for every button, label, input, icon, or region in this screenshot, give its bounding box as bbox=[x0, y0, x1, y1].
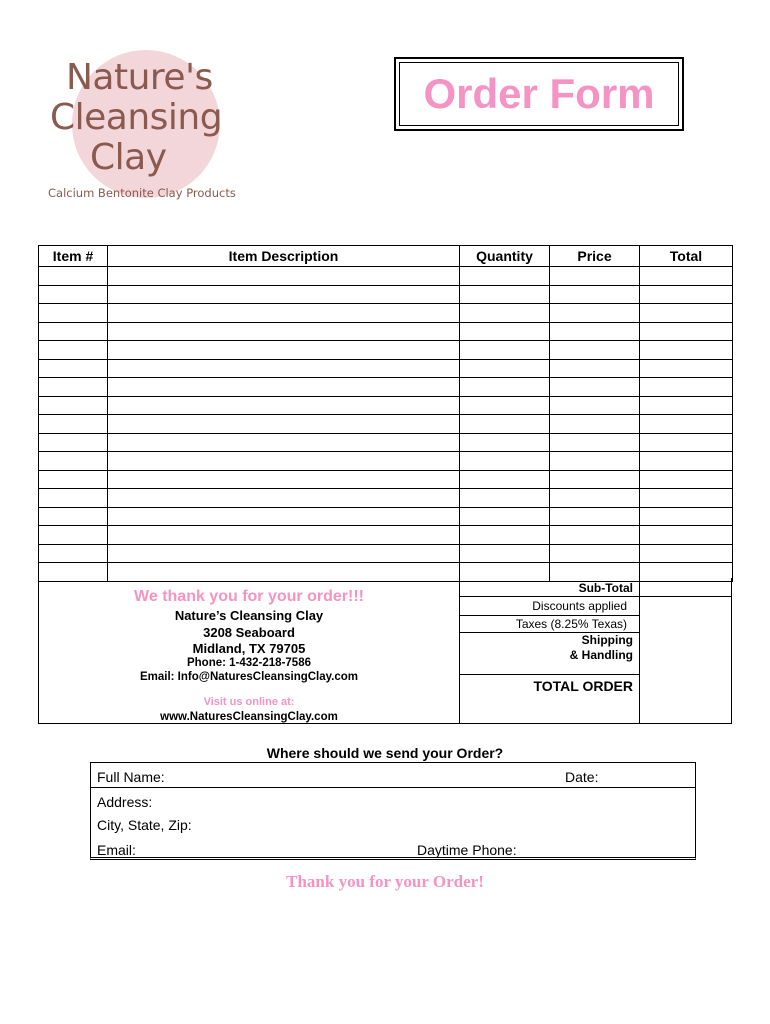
handling-label: & Handling bbox=[569, 648, 633, 662]
table-row bbox=[39, 322, 733, 341]
total-cell[interactable] bbox=[640, 396, 733, 415]
item-number-cell[interactable] bbox=[39, 526, 108, 545]
items-table bbox=[38, 245, 733, 582]
total-cell[interactable] bbox=[640, 267, 733, 286]
col-quantity: Quantity bbox=[460, 246, 550, 267]
shipping-form bbox=[90, 762, 696, 860]
table-header-row bbox=[39, 246, 733, 267]
shipping-label: Shipping bbox=[581, 633, 633, 647]
quantity-cell[interactable] bbox=[460, 304, 550, 323]
item-description-cell[interactable] bbox=[108, 433, 460, 452]
page-title: Order Form bbox=[423, 70, 655, 117]
table-row bbox=[39, 359, 733, 378]
price-cell[interactable] bbox=[550, 489, 640, 508]
company-phone: Phone: 1-432-218-7586 bbox=[186, 657, 311, 669]
item-number-cell[interactable] bbox=[39, 359, 108, 378]
quantity-cell[interactable] bbox=[460, 378, 550, 397]
logo-line-1: Nature's bbox=[66, 57, 213, 98]
company-name: Nature’s Cleansing Clay bbox=[174, 608, 324, 623]
item-number-cell[interactable] bbox=[39, 470, 108, 489]
quantity-cell[interactable] bbox=[460, 489, 550, 508]
item-description-cell[interactable] bbox=[108, 322, 460, 341]
item-description-cell[interactable] bbox=[108, 489, 460, 508]
company-street: 3208 Seaboard bbox=[203, 625, 295, 640]
col-item-number: Item # bbox=[39, 246, 108, 267]
item-number-cell[interactable] bbox=[39, 341, 108, 360]
company-city: Midland, TX 79705 bbox=[192, 641, 306, 656]
table-row bbox=[39, 470, 733, 489]
quantity-cell[interactable] bbox=[460, 526, 550, 545]
quantity-cell[interactable] bbox=[460, 285, 550, 304]
quantity-cell[interactable] bbox=[460, 396, 550, 415]
total-order-label: TOTAL ORDER bbox=[533, 678, 633, 694]
quantity-cell[interactable] bbox=[460, 507, 550, 526]
price-cell[interactable] bbox=[550, 304, 640, 323]
item-description-cell[interactable] bbox=[108, 526, 460, 545]
quantity-cell[interactable] bbox=[460, 322, 550, 341]
company-email: Email: Info@NaturesCleansingClay.com bbox=[139, 671, 359, 683]
logo-line-2: Cleansing bbox=[50, 97, 223, 138]
logo-line-3: Clay bbox=[90, 137, 167, 178]
price-cell[interactable] bbox=[550, 526, 640, 545]
total-cell[interactable] bbox=[640, 415, 733, 434]
quantity-cell[interactable] bbox=[460, 544, 550, 563]
total-cell[interactable] bbox=[640, 470, 733, 489]
table-row bbox=[39, 396, 733, 415]
total-cell[interactable] bbox=[640, 359, 733, 378]
total-cell[interactable] bbox=[640, 526, 733, 545]
item-description-cell[interactable] bbox=[108, 507, 460, 526]
item-number-cell[interactable] bbox=[39, 285, 108, 304]
item-number-cell[interactable] bbox=[39, 322, 108, 341]
price-cell[interactable] bbox=[550, 415, 640, 434]
visit-online-label: Visit us online at: bbox=[203, 696, 295, 708]
total-cell[interactable] bbox=[640, 544, 733, 563]
quantity-cell[interactable] bbox=[460, 359, 550, 378]
total-cell[interactable] bbox=[640, 489, 733, 508]
website-link[interactable]: www.NaturesCleansingClay.com bbox=[160, 711, 338, 723]
item-description-cell[interactable] bbox=[108, 359, 460, 378]
price-cell[interactable] bbox=[550, 544, 640, 563]
total-cell[interactable] bbox=[640, 507, 733, 526]
price-cell[interactable] bbox=[550, 452, 640, 471]
quantity-cell[interactable] bbox=[460, 452, 550, 471]
item-number-cell[interactable] bbox=[39, 267, 108, 286]
item-number-cell[interactable] bbox=[39, 489, 108, 508]
item-description-cell[interactable] bbox=[108, 415, 460, 434]
item-description-cell[interactable] bbox=[108, 285, 460, 304]
total-cell[interactable] bbox=[640, 433, 733, 452]
price-cell[interactable] bbox=[550, 322, 640, 341]
company-logo bbox=[42, 48, 242, 208]
item-number-cell[interactable] bbox=[39, 507, 108, 526]
item-number-cell[interactable] bbox=[39, 378, 108, 397]
price-cell[interactable] bbox=[550, 359, 640, 378]
item-number-cell[interactable] bbox=[39, 415, 108, 434]
item-number-cell[interactable] bbox=[39, 304, 108, 323]
total-cell[interactable] bbox=[640, 322, 733, 341]
price-cell[interactable] bbox=[550, 341, 640, 360]
price-cell[interactable] bbox=[550, 507, 640, 526]
item-description-cell[interactable] bbox=[108, 378, 460, 397]
email-field[interactable]: Email: bbox=[97, 842, 136, 858]
quantity-cell[interactable] bbox=[460, 267, 550, 286]
total-cell[interactable] bbox=[640, 304, 733, 323]
subtotal-label: Sub-Total bbox=[578, 581, 633, 595]
item-description-cell[interactable] bbox=[108, 544, 460, 563]
full-name-field[interactable]: Full Name: bbox=[97, 769, 165, 785]
col-price: Price bbox=[550, 246, 640, 267]
item-description-cell[interactable] bbox=[108, 341, 460, 360]
shipping-question: Where should we send your Order? bbox=[266, 745, 504, 761]
discounts-label: Discounts applied bbox=[532, 599, 627, 613]
item-description-cell[interactable] bbox=[108, 267, 460, 286]
table-row bbox=[39, 489, 733, 508]
logo-tagline: Calcium Bentonite Clay Products bbox=[48, 186, 236, 200]
title-box bbox=[394, 57, 684, 131]
table-row bbox=[39, 304, 733, 323]
item-description-cell[interactable] bbox=[108, 470, 460, 489]
price-cell[interactable] bbox=[550, 396, 640, 415]
item-number-cell[interactable] bbox=[39, 544, 108, 563]
city-state-zip-field[interactable]: City, State, Zip: bbox=[97, 817, 192, 833]
table-row bbox=[39, 544, 733, 563]
quantity-cell[interactable] bbox=[460, 415, 550, 434]
summary-section bbox=[38, 578, 732, 724]
total-cell[interactable] bbox=[640, 452, 733, 471]
table-row bbox=[39, 341, 733, 360]
item-description-cell[interactable] bbox=[108, 304, 460, 323]
footer-thanks: Thank you for your Order! bbox=[286, 872, 484, 891]
price-cell[interactable] bbox=[550, 285, 640, 304]
table-row bbox=[39, 433, 733, 452]
col-total: Total bbox=[640, 246, 733, 267]
total-cell[interactable] bbox=[640, 285, 733, 304]
total-cell[interactable] bbox=[640, 341, 733, 360]
address-field[interactable]: Address: bbox=[97, 794, 153, 810]
date-field[interactable]: Date: bbox=[565, 769, 599, 785]
item-number-cell[interactable] bbox=[39, 396, 108, 415]
table-row bbox=[39, 285, 733, 304]
quantity-cell[interactable] bbox=[460, 433, 550, 452]
table-row bbox=[39, 452, 733, 471]
total-cell[interactable] bbox=[640, 378, 733, 397]
item-number-cell[interactable] bbox=[39, 433, 108, 452]
thanks-headline: We thank you for your order!!! bbox=[134, 588, 364, 605]
item-description-cell[interactable] bbox=[108, 396, 460, 415]
table-row bbox=[39, 378, 733, 397]
price-cell[interactable] bbox=[550, 470, 640, 489]
table-row bbox=[39, 526, 733, 545]
col-item-description: Item Description bbox=[108, 246, 460, 267]
quantity-cell[interactable] bbox=[460, 470, 550, 489]
table-row bbox=[39, 507, 733, 526]
taxes-label: Taxes (8.25% Texas) bbox=[515, 617, 627, 631]
price-cell[interactable] bbox=[550, 267, 640, 286]
table-row bbox=[39, 415, 733, 434]
price-cell[interactable] bbox=[550, 433, 640, 452]
price-cell[interactable] bbox=[550, 378, 640, 397]
daytime-phone-field[interactable]: Daytime Phone: bbox=[417, 842, 517, 858]
quantity-cell[interactable] bbox=[460, 341, 550, 360]
item-number-cell[interactable] bbox=[39, 452, 108, 471]
item-description-cell[interactable] bbox=[108, 452, 460, 471]
table-row bbox=[39, 267, 733, 286]
